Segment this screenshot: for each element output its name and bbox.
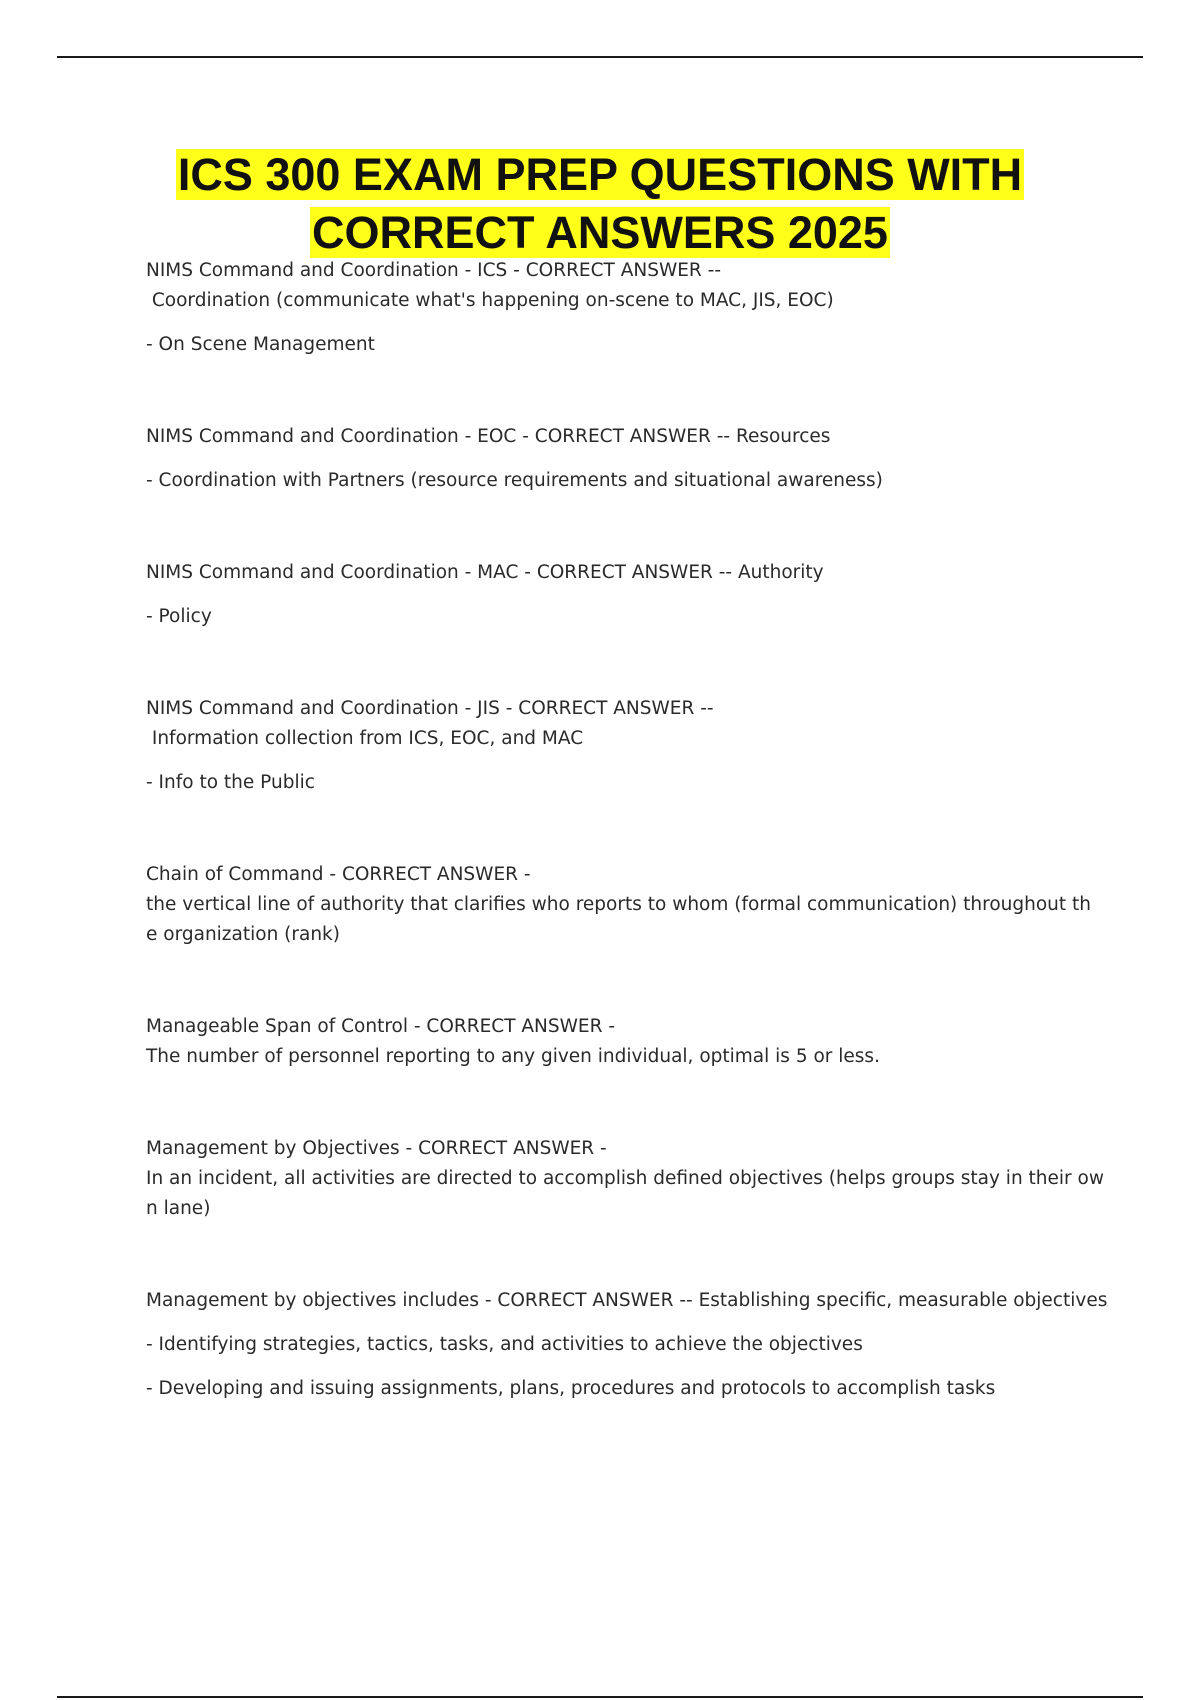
answer-bullet: - Policy [146, 606, 212, 627]
answer-bullet: - Coordination with Partners (resource requirements and situational awareness) [146, 470, 883, 491]
question-text: Chain of Command - CORRECT ANSWER - [146, 864, 531, 885]
question-text: Management by objectives includes - CORRECT ANSWER -- Establishing specific, measurable objectives [146, 1290, 1108, 1311]
answer-text: the vertical line of authority that clarifies who reports to whom (formal communication) throughout th [146, 894, 1091, 915]
question-text: Management by Objectives - CORRECT ANSWER - [146, 1138, 607, 1159]
question-text: NIMS Command and Coordination - ICS - CORRECT ANSWER -- [146, 260, 722, 281]
bottom-rule [57, 1696, 1143, 1698]
answer-bullet: - Info to the Public [146, 772, 315, 793]
document-title [0, 146, 1200, 262]
qa-item-span-of-control [146, 1012, 1096, 1072]
qa-item-chain-of-command [146, 860, 1096, 950]
qa-item-eoc [146, 422, 1096, 496]
answer-bullet: - Identifying strategies, tactics, tasks, and activities to achieve the objectives [146, 1334, 863, 1355]
answer-bullet: - On Scene Management [146, 334, 375, 355]
answer-text: Coordination (communicate what's happening on-scene to MAC, JIS, EOC) [146, 290, 834, 311]
top-rule [57, 56, 1143, 58]
qa-item-ics [146, 256, 1096, 360]
qa-item-management-by-objectives [146, 1134, 1104, 1224]
title-line-1: ICS 300 EXAM PREP QUESTIONS WITH [177, 149, 1023, 200]
question-text: NIMS Command and Coordination - MAC - CORRECT ANSWER -- Authority [146, 562, 824, 583]
answer-text-continued: e organization (rank) [146, 924, 340, 945]
title-line-2: CORRECT ANSWERS 2025 [312, 207, 888, 258]
answer-text: Information collection from ICS, EOC, and MAC [146, 728, 584, 749]
qa-item-jis [146, 694, 1096, 798]
question-text: Manageable Span of Control - CORRECT ANSWER - [146, 1016, 616, 1037]
question-text: NIMS Command and Coordination - JIS - CORRECT ANSWER -- [146, 698, 714, 719]
question-text: NIMS Command and Coordination - EOC - CORRECT ANSWER -- Resources [146, 426, 831, 447]
answer-bullet: - Developing and issuing assignments, plans, procedures and protocols to accomplish tasks [146, 1378, 996, 1399]
answer-text: In an incident, all activities are directed to accomplish defined objectives (helps groups stay in their ow [146, 1168, 1104, 1189]
qa-list [146, 256, 1108, 1404]
qa-item-mac [146, 558, 1096, 632]
answer-text-continued: n lane) [146, 1198, 211, 1219]
qa-item-mbo-includes [146, 1286, 1108, 1404]
answer-text: The number of personnel reporting to any given individual, optimal is 5 or less. [146, 1046, 880, 1067]
